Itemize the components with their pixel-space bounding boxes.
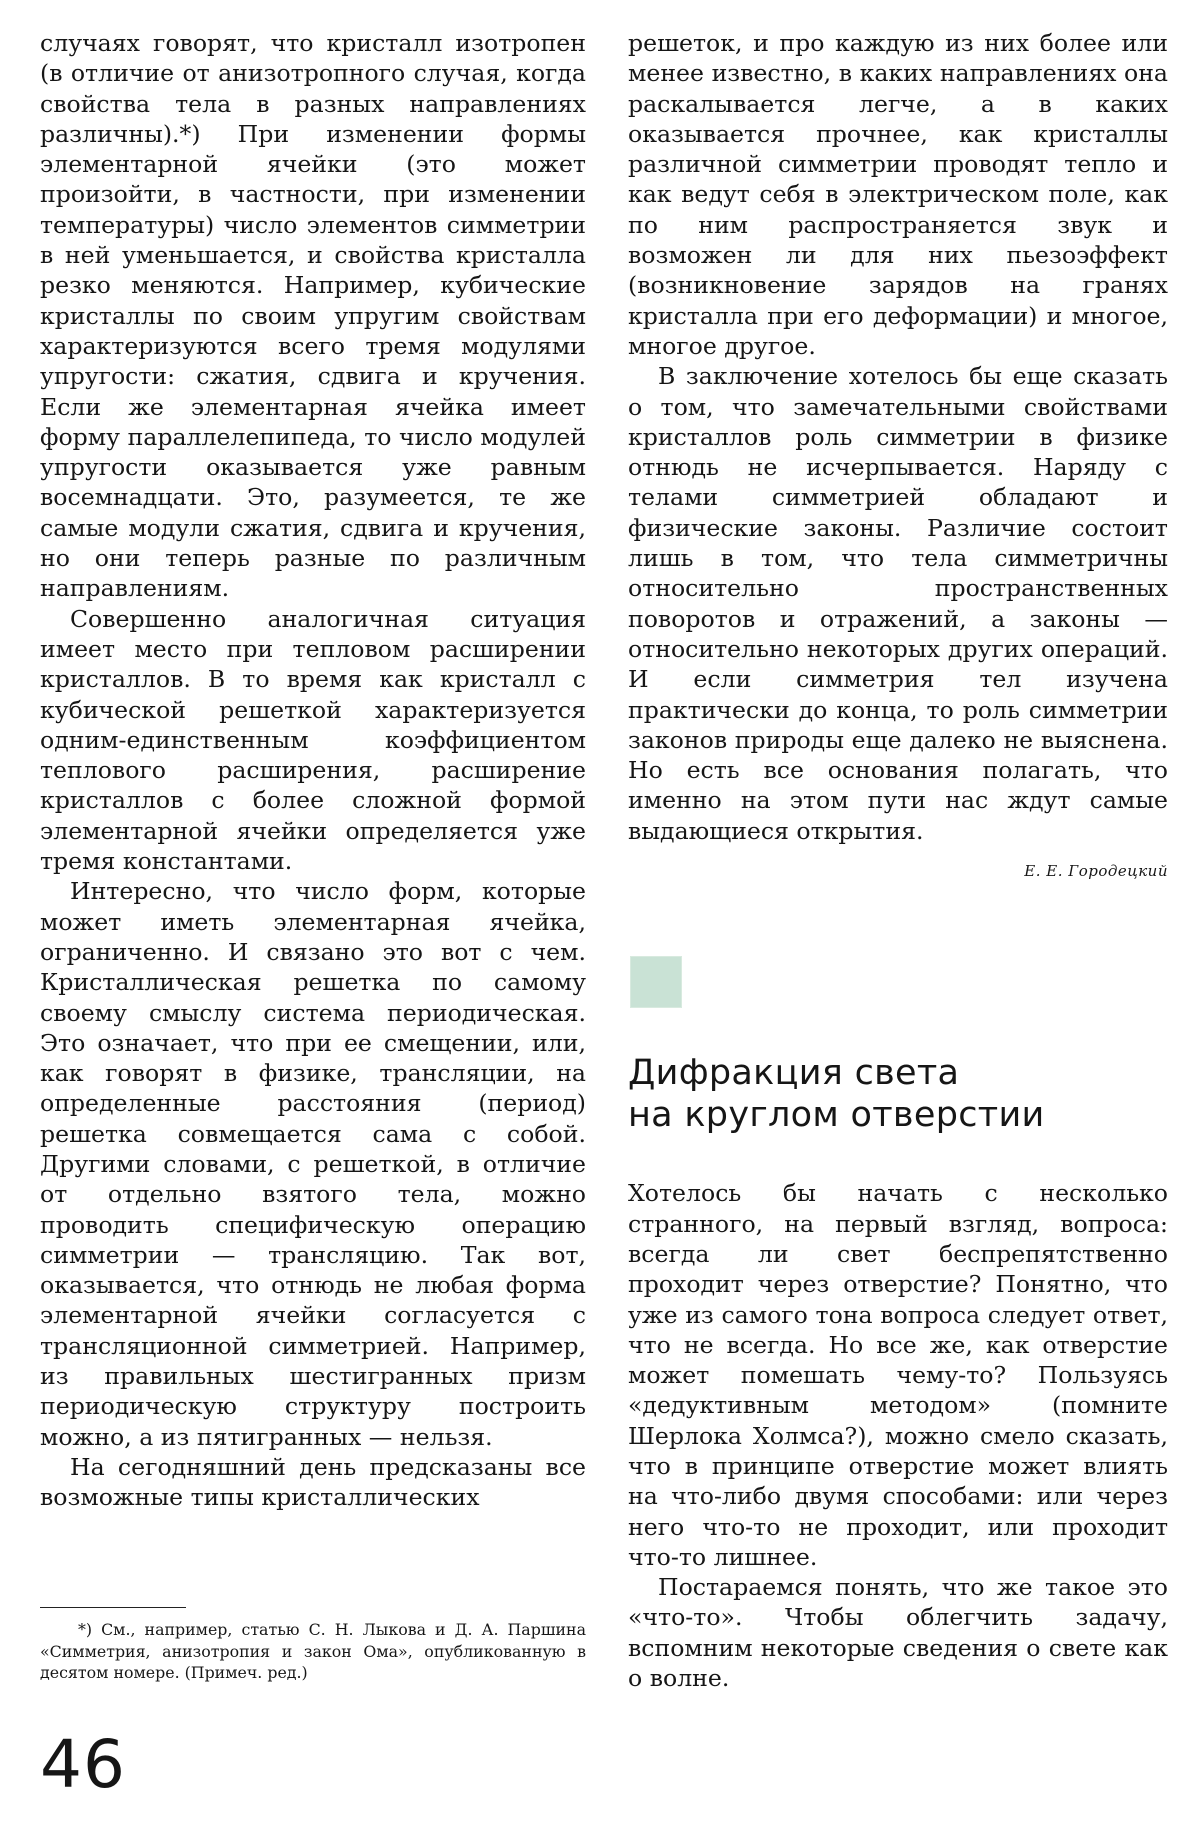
section-title-line: на круглом отверстии — [628, 1095, 1045, 1136]
paragraph: На сегодняшний день предсказаны все возможные типы кристаллических — [40, 1452, 586, 1512]
footnote-divider — [40, 1607, 186, 1608]
paragraph: В заключение хотелось бы еще сказать о том, что замечательными свойствами кристаллов роль симметрии в физике отнюдь не исчерпывается. Наряду с телами симметрией обладают и физические законы. Различие состоит лишь в том, что тела симметричны относительно пространственных поворотов и отражений, а законы — относительно некоторых других операций. И если симметрия тел изучена практически до конца, то роль симметрии законов природы еще далеко не выяснена. Но есть все основания полагать, что именно на этом пути нас ждут самые выдающиеся открытия. — [628, 362, 1168, 845]
section-title — [628, 1052, 1168, 1136]
section-marker — [630, 956, 682, 1008]
footnote-text: *) См., например, статью С. Н. Лыкова и Д. А. Паршина «Симметрия, анизотропия и закон Ома», опубликованную в десятом номере. (Примеч. ред.) — [40, 1620, 586, 1682]
paragraph: случаях говорят, что кристалл изотропен (в отличие от анизотропного случая, когда свойства тела в разных направлениях различны).*) При изменении формы элементарной ячейки (это может произойти, в частности, при изменении температуры) число элементов симметрии в ней уменьшается, и свойства кристалла резко меняются. Например, кубические кристаллы по своим упругим свойствам характеризуются всего тремя модулями упругости: сжатия, сдвига и кручения. Если же элементарная ячейка имеет форму параллелепипеда, то число модулей упругости оказывается уже равным восемнадцати. Это, разумеется, те же самые модули сжатия, сдвига и кручения, но они теперь разные по различным направлениям. — [40, 29, 586, 603]
page-number: 46 — [40, 1726, 126, 1803]
left-column — [40, 28, 586, 1513]
paragraph: Интересно, что число форм, которые может иметь элементарная ячейка, ограниченно. И связано это вот с чем. Кристаллическая решетка по самому своему смыслу система периодическая. Это означает, что при ее смещении, или, как говорят в физике, трансляции, на определенные расстояния (период) решетка совмещается сама с собой. Другими словами, с решеткой, в отличие от отдельно взятого тела, можно проводить специфическую операцию симметрии — трансляцию. Так вот, оказывается, что отнюдь не любая форма элементарной ячейки согласуется с трансляционной симметрией. Например, из правильных шестигранных призм периодическую структуру построить можно, а из пятигранных — нельзя. — [40, 877, 586, 1451]
paragraph: решеток, и про каждую из них более или менее известно, в каких направлениях она раскалывается легче, а в каких оказывается прочнее, как кристаллы различной симметрии проводят тепло и как ведут себя в электрическом поле, как по ним распространяется звук и возможен ли для них пьезоэффект (возникновение зарядов на гранях кристалла при его деформации) и многое, многое другое. — [628, 29, 1168, 360]
footnote — [40, 1619, 586, 1684]
paragraph: Постараемся понять, что же такое это «что-то». Чтобы облегчить задачу, вспомним некоторые сведения о свете как о волне. — [628, 1573, 1168, 1693]
paragraph: Совершенно аналогичная ситуация имеет место при тепловом расширении кристаллов. В то время как кристалл с кубической решеткой характеризуется одним-единственным коэффициентом теплового расширения, расширение кристаллов с более сложной формой элементарной ячейки определяется уже тремя константами. — [40, 604, 586, 876]
paragraph: Хотелось бы начать с несколько странного, на первый взгляд, вопроса: всегда ли свет беспрепятственно проходит через отверстие? Понятно, что уже из самого тона вопроса следует ответ, что не всегда. Но все же, как отверстие может помешать чему-то? Пользуясь «дедуктивным методом» (помните Шерлока Холмса?), можно смело сказать, что в принципе отверстие может влиять на что-либо двумя способами: или через него что-то не проходит, или проходит что-то лишнее. — [628, 1179, 1168, 1571]
section-title-line: Дифракция света — [628, 1053, 960, 1094]
right-column — [628, 28, 1168, 1693]
author-signature: Е. Е. Городецкий — [1024, 862, 1168, 881]
